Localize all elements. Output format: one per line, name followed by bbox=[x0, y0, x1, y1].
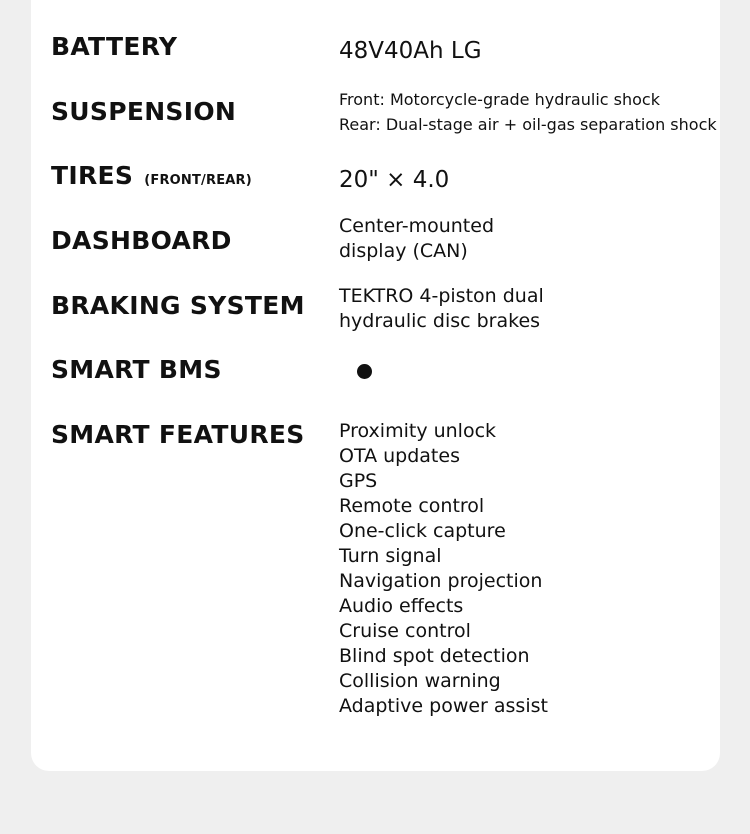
feature-item: Blind spot detection bbox=[339, 645, 530, 667]
suspension-rear: Rear: Dual-stage air + oil-gas separation shock bbox=[339, 115, 717, 134]
braking-line-2: hydraulic disc brakes bbox=[339, 310, 541, 332]
spec-value-braking bbox=[339, 284, 544, 334]
included-dot-icon bbox=[357, 364, 372, 379]
feature-item: Collision warning bbox=[339, 670, 501, 692]
dashboard-line-1: Center-mounted bbox=[339, 215, 495, 237]
feature-item: Remote control bbox=[339, 495, 485, 517]
spec-value-features bbox=[339, 419, 548, 719]
spec-label-braking: BRAKING SYSTEM bbox=[51, 291, 305, 320]
feature-item: Navigation projection bbox=[339, 570, 543, 592]
feature-item: Cruise control bbox=[339, 620, 471, 642]
spec-label-battery: BATTERY bbox=[51, 32, 178, 61]
feature-item: GPS bbox=[339, 470, 378, 492]
spec-value-tires: 20" × 4.0 bbox=[339, 167, 450, 193]
spec-card bbox=[31, 0, 720, 771]
feature-item: OTA updates bbox=[339, 445, 460, 467]
tires-label-main: TIRES bbox=[51, 161, 134, 190]
suspension-front: Front: Motorcycle-grade hydraulic shock bbox=[339, 90, 660, 109]
braking-line-1: TEKTRO 4-piston dual bbox=[339, 285, 544, 307]
spec-value-dashboard bbox=[339, 214, 494, 264]
spec-label-bms: SMART BMS bbox=[51, 355, 222, 384]
feature-item: Proximity unlock bbox=[339, 420, 497, 442]
feature-item: One-click capture bbox=[339, 520, 506, 542]
feature-item: Adaptive power assist bbox=[339, 695, 548, 717]
spec-label-dashboard: DASHBOARD bbox=[51, 226, 232, 255]
spec-label-suspension: SUSPENSION bbox=[51, 97, 237, 126]
spec-label-features: SMART FEATURES bbox=[51, 420, 305, 449]
tires-label-sub: (FRONT/REAR) bbox=[144, 173, 252, 188]
feature-item: Audio effects bbox=[339, 595, 464, 617]
feature-item: Turn signal bbox=[339, 545, 442, 567]
spec-label-tires bbox=[51, 161, 252, 190]
dashboard-line-2: display (CAN) bbox=[339, 240, 468, 262]
spec-value-battery: 48V40Ah LG bbox=[339, 38, 482, 64]
spec-value-suspension bbox=[339, 87, 717, 137]
